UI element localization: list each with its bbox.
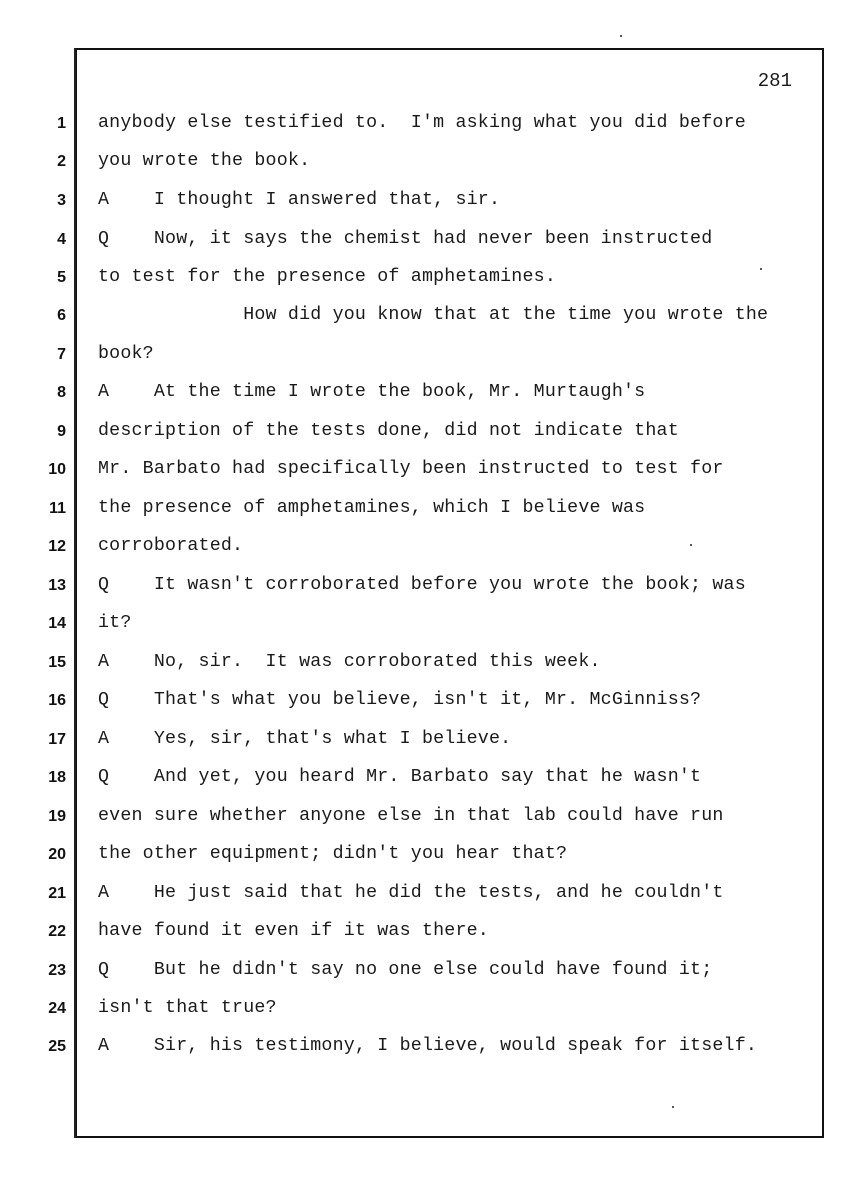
line-text: Q And yet, you heard Mr. Barbato say that he wasn't [98, 767, 702, 787]
line-text: it? [98, 613, 132, 633]
line-text: A Sir, his testimony, I believe, would speak for itself. [98, 1036, 758, 1056]
line-number: 22 [48, 923, 66, 940]
line-text: A No, sir. It was corroborated this week. [98, 652, 601, 672]
line-number: 11 [49, 500, 66, 517]
line-text: A At the time I wrote the book, Mr. Murtaugh's [98, 382, 646, 402]
line-number: 6 [57, 307, 66, 324]
line-text: Q It wasn't corroborated before you wrote the book; was [98, 575, 746, 595]
transcript-line [0, 111, 860, 141]
line-text: A I thought I answered that, sir. [98, 190, 501, 210]
line-text: isn't that true? [98, 998, 277, 1018]
line-text: Q That's what you believe, isn't it, Mr. McGinniss? [98, 690, 702, 710]
transcript-line [0, 496, 860, 526]
line-number: 23 [48, 962, 66, 979]
line-number: 20 [48, 846, 66, 863]
line-text: book? [98, 344, 154, 364]
line-text: the presence of amphetamines, which I believe was [98, 498, 646, 518]
line-number: 3 [57, 192, 66, 209]
scan-speck [620, 35, 622, 37]
transcript-line [0, 727, 860, 757]
line-number: 1 [57, 115, 66, 132]
line-number: 8 [57, 384, 66, 401]
transcript-line [0, 149, 860, 179]
transcript-line [0, 804, 860, 834]
line-number: 24 [48, 1000, 66, 1017]
line-text: corroborated. [98, 536, 244, 556]
line-number: 14 [48, 615, 66, 632]
transcript-line [0, 688, 860, 718]
line-number: 10 [48, 461, 66, 478]
scan-speck [672, 1106, 674, 1108]
line-text: Q Now, it says the chemist had never been instructed [98, 229, 713, 249]
line-number: 19 [48, 808, 66, 825]
transcript-line [0, 227, 860, 257]
line-number: 18 [48, 769, 66, 786]
transcript-line [0, 996, 860, 1026]
line-text: Q But he didn't say no one else could have found it; [98, 960, 713, 980]
scan-speck [760, 268, 762, 270]
line-number: 16 [48, 692, 66, 709]
line-text: Mr. Barbato had specifically been instructed to test for [98, 459, 724, 479]
line-number: 7 [57, 346, 66, 363]
line-number: 21 [48, 885, 66, 902]
line-text: anybody else testified to. I'm asking what you did before [98, 113, 746, 133]
line-text: description of the tests done, did not indicate that [98, 421, 679, 441]
scan-speck [690, 544, 692, 546]
line-text: even sure whether anyone else in that lab could have run [98, 806, 724, 826]
line-text: How did you know that at the time you wrote the [98, 305, 769, 325]
transcript-line [0, 611, 860, 641]
transcript-line [0, 765, 860, 795]
transcript-line [0, 919, 860, 949]
transcript-line [0, 958, 860, 988]
transcript-line [0, 188, 860, 218]
line-number: 15 [48, 654, 66, 671]
line-number: 4 [57, 231, 66, 248]
line-number: 17 [48, 731, 66, 748]
transcript-line [0, 303, 860, 333]
transcript-line [0, 380, 860, 410]
transcript-line [0, 534, 860, 564]
transcript-line [0, 419, 860, 449]
transcript-line [0, 650, 860, 680]
transcript-line [0, 842, 860, 872]
line-number: 25 [48, 1038, 66, 1055]
transcript-line [0, 265, 860, 295]
transcript-line [0, 1034, 860, 1064]
line-number: 13 [48, 577, 66, 594]
line-number: 12 [48, 538, 66, 555]
line-number: 5 [57, 269, 66, 286]
page-number: 281 [757, 70, 792, 92]
transcript-line [0, 573, 860, 603]
transcript-line [0, 457, 860, 487]
transcript-line [0, 342, 860, 372]
line-number: 9 [57, 423, 66, 440]
transcript-line [0, 881, 860, 911]
line-text: you wrote the book. [98, 151, 311, 171]
line-text: the other equipment; didn't you hear that? [98, 844, 568, 864]
line-text: A Yes, sir, that's what I believe. [98, 729, 512, 749]
line-text: have found it even if it was there. [98, 921, 489, 941]
line-number: 2 [57, 153, 66, 170]
line-text: to test for the presence of amphetamines. [98, 267, 556, 287]
line-text: A He just said that he did the tests, and he couldn't [98, 883, 724, 903]
